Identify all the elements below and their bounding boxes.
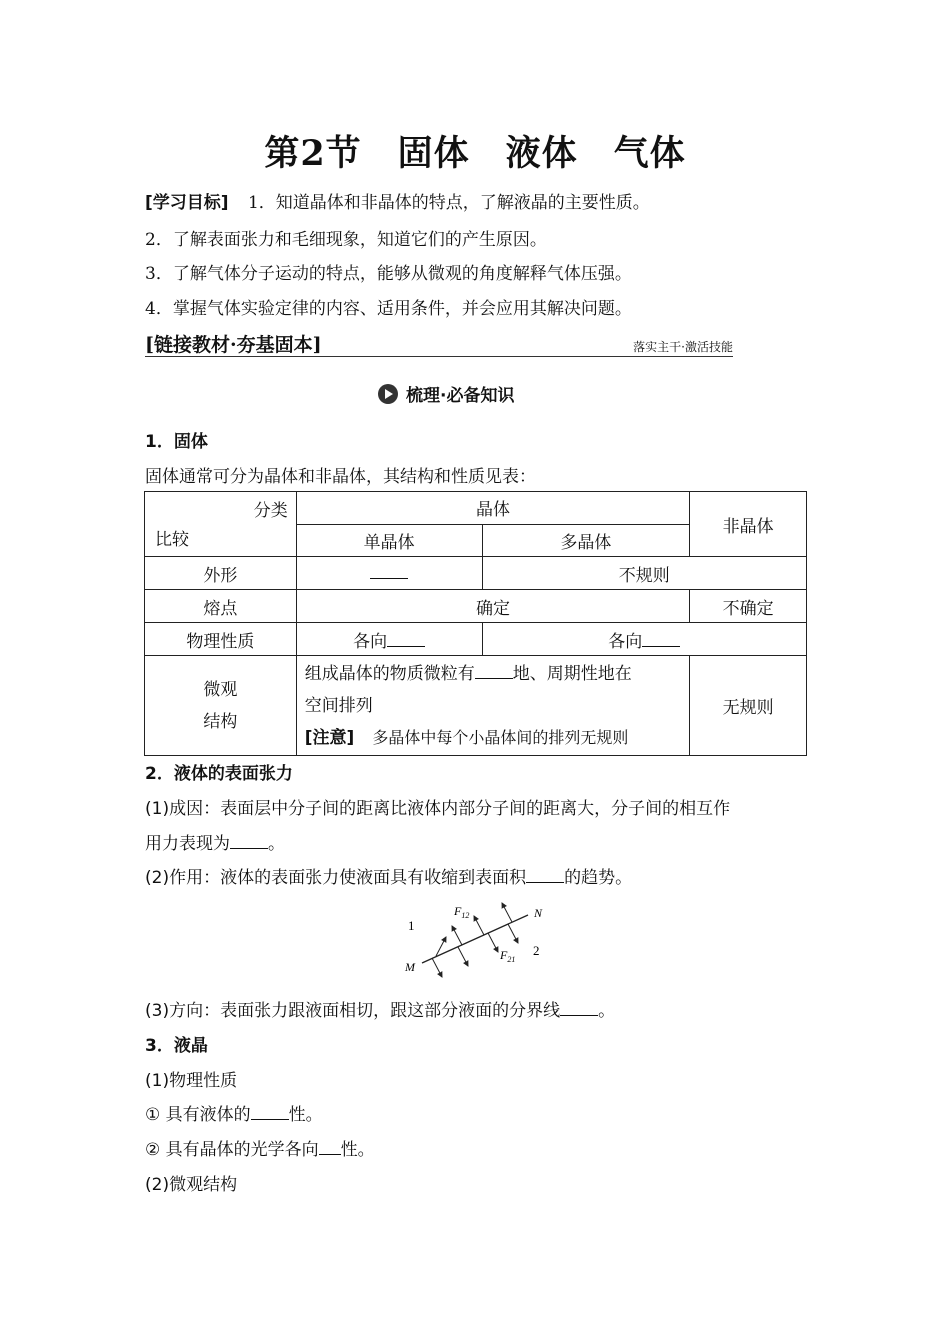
label-1: 1 bbox=[408, 918, 415, 933]
label-2: 2 bbox=[533, 943, 540, 958]
force-arrow bbox=[432, 958, 442, 977]
force-arrow bbox=[488, 933, 498, 952]
cell-micro-crystal bbox=[296, 656, 689, 756]
micro-line-1 bbox=[305, 658, 683, 690]
surface-tension-figure bbox=[400, 895, 560, 985]
micro-text-a: 组成晶体的物质微粒有 bbox=[304, 663, 475, 684]
header-single: 单晶体 bbox=[296, 524, 482, 557]
corner-top: 分类 bbox=[253, 501, 288, 521]
objective-2: 2．了解表面张力和毛细现象，知道它们的产生原因。 bbox=[145, 230, 547, 250]
direction-text-a: (3)方向：表面张力跟液面相切，跟这部分液面的分界线 bbox=[145, 1001, 561, 1021]
f12-sub: 12 bbox=[461, 911, 470, 920]
page-title: 第2节 固体 液体 气体 bbox=[264, 133, 686, 174]
s3-sub2: (2)微观结构 bbox=[145, 1175, 238, 1195]
s3-p1 bbox=[145, 1100, 323, 1125]
row-label-melting: 熔点 bbox=[145, 590, 297, 623]
f21-sub: 21 bbox=[507, 955, 516, 964]
blank-line bbox=[642, 630, 680, 647]
label-F12 bbox=[453, 904, 469, 920]
blank-line bbox=[526, 866, 564, 883]
blank-line bbox=[370, 562, 408, 579]
row-label-shape: 外形 bbox=[145, 557, 297, 590]
header-crystal: 晶体 bbox=[296, 492, 689, 525]
force-arrow bbox=[452, 926, 462, 945]
table-corner bbox=[145, 492, 297, 557]
objective-1 bbox=[145, 188, 650, 213]
objective-text: 1．知道晶体和非晶体的特点，了解液晶的主要性质。 bbox=[247, 193, 650, 213]
blank-line bbox=[230, 832, 268, 849]
note-text: 多晶体中每个小晶体间的排列无规则 bbox=[372, 727, 629, 747]
s3-p2 bbox=[145, 1135, 375, 1160]
effect-text-b: 的趋势。 bbox=[564, 868, 633, 888]
cell-melting-noncrystal: 不确定 bbox=[690, 590, 807, 623]
objective-4: 4．掌握气体实验定律的内容、适用条件，并会应用其解决问题。 bbox=[145, 299, 632, 319]
s1-heading: 1．固体 bbox=[145, 432, 208, 452]
row-label-physical: 物理性质 bbox=[145, 623, 297, 656]
effect-text-a: (2)作用：液体的表面张力使液面具有收缩到表面积 bbox=[145, 868, 527, 888]
label-M: M bbox=[405, 960, 415, 974]
blank-line bbox=[475, 662, 513, 679]
p2-text-a: ② 具有晶体的光学各向 bbox=[145, 1140, 319, 1160]
s3-sub1: (1)物理性质 bbox=[145, 1071, 238, 1091]
banner-left: [链接教材·夯基固本] bbox=[145, 334, 322, 356]
section-badge bbox=[378, 381, 514, 406]
blank-line bbox=[387, 630, 425, 647]
micro-label-2: 结构 bbox=[203, 711, 238, 732]
label-F21 bbox=[499, 948, 515, 964]
corner-bottom: 比较 bbox=[155, 530, 189, 550]
force-arrow bbox=[508, 924, 518, 943]
cell-physical-single bbox=[296, 623, 482, 656]
s2-cause-1: (1)成因：表面层中分子间的距离比液体内部分子间的距离大，分子间的相互作 bbox=[145, 799, 731, 819]
header-noncrystal: 非晶体 bbox=[690, 492, 807, 557]
micro-label-1: 微观 bbox=[203, 679, 238, 700]
objectives-label: [学习目标] bbox=[145, 193, 229, 213]
f12-letter: F bbox=[454, 904, 462, 918]
physical-rest-prefix: 各向 bbox=[608, 631, 643, 652]
blank-line bbox=[319, 1138, 341, 1155]
cell-melting-crystal: 确定 bbox=[296, 590, 689, 623]
force-arrow bbox=[502, 903, 512, 922]
p2-text-b: 性。 bbox=[340, 1140, 375, 1160]
cause-text-a: 用力表现为 bbox=[145, 834, 230, 854]
f21-letter: F bbox=[500, 948, 508, 962]
blank-line bbox=[251, 1103, 289, 1120]
p1-text-b: 性。 bbox=[288, 1105, 323, 1125]
micro-text-b: 地、周期性地在 bbox=[512, 663, 632, 684]
cell-micro-noncrystal: 无规则 bbox=[690, 656, 807, 756]
section-banner bbox=[145, 330, 733, 357]
s2-cause-2 bbox=[145, 829, 285, 854]
physical-single-prefix: 各向 bbox=[353, 631, 388, 652]
cell-shape-rest: 不规则 bbox=[482, 557, 807, 590]
solid-comparison-table bbox=[144, 491, 807, 756]
p1-text-a: ① 具有液体的 bbox=[145, 1105, 251, 1125]
section-badge-label: 梳理·必备知识 bbox=[406, 386, 515, 406]
s2-effect bbox=[145, 863, 632, 888]
force-arrow bbox=[474, 916, 484, 935]
direction-text-b: 。 bbox=[598, 1001, 616, 1021]
header-poly: 多晶体 bbox=[482, 524, 690, 557]
blank-line bbox=[560, 999, 598, 1016]
cell-physical-rest bbox=[482, 623, 807, 656]
s3-heading: 3．液晶 bbox=[145, 1036, 208, 1056]
label-N: N bbox=[534, 906, 543, 920]
s2-heading: 2．液体的表面张力 bbox=[145, 764, 293, 784]
objective-3: 3．了解气体分子运动的特点，能够从微观的角度解释气体压强。 bbox=[145, 264, 632, 284]
micro-line-2: 空间排列 bbox=[304, 695, 373, 716]
s2-direction bbox=[145, 996, 615, 1021]
cell-shape-single bbox=[296, 557, 482, 590]
s1-intro: 固体通常可分为晶体和非晶体，其结构和性质见表： bbox=[145, 467, 536, 487]
play-icon bbox=[378, 384, 398, 404]
force-arrow bbox=[458, 947, 468, 966]
row-label-micro bbox=[145, 656, 297, 756]
cause-text-b: 。 bbox=[268, 834, 285, 854]
banner-right: 落实主干·激活技能 bbox=[633, 340, 733, 354]
micro-note bbox=[305, 722, 683, 754]
note-label: [注意] bbox=[304, 727, 355, 748]
